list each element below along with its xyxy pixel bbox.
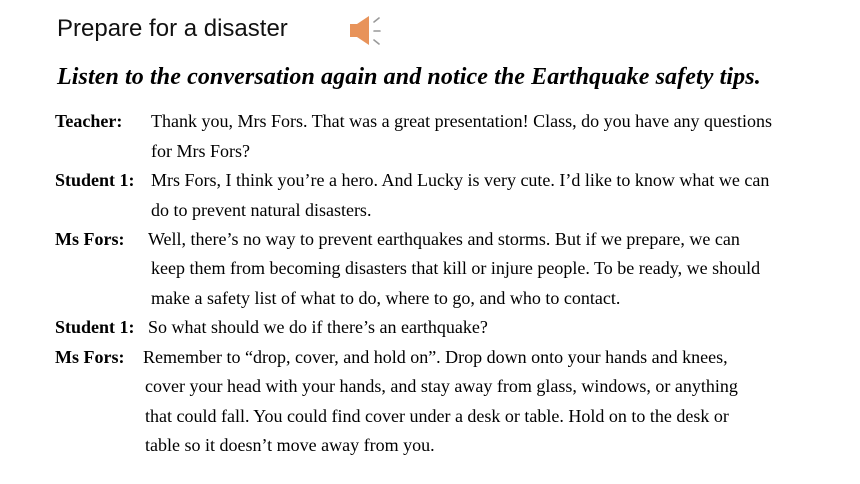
- speaker-label-ms-fors: Ms Fors:: [55, 229, 125, 249]
- dialogue-line: do to prevent natural disasters.: [151, 200, 372, 220]
- instruction-heading: Listen to the conversation again and notice the Earthquake safety tips.: [57, 64, 761, 90]
- dialogue-line: table so it doesn’t move away from you.: [145, 435, 435, 455]
- dialogue-line: for Mrs Fors?: [151, 141, 250, 161]
- speaker-icon[interactable]: [348, 14, 384, 48]
- speaker-label-student-1: Student 1:: [55, 170, 135, 190]
- dialogue-line: cover your head with your hands, and stay away from glass, windows, or anything: [145, 376, 738, 396]
- dialogue-line: Remember to “drop, cover, and hold on”. Drop down onto your hands and knees,: [143, 347, 728, 367]
- speaker-label-student-1: Student 1:: [55, 317, 135, 337]
- dialogue-line: make a safety list of what to do, where to go, and who to contact.: [151, 288, 621, 308]
- dialogue-line: that could fall. You could find cover under a desk or table. Hold on to the desk or: [145, 406, 729, 426]
- dialogue-line: Well, there’s no way to prevent earthquakes and storms. But if we prepare, we can: [148, 229, 740, 249]
- dialogue-line: So what should we do if there’s an earthquake?: [148, 317, 488, 337]
- speaker-label-teacher: Teacher:: [55, 111, 123, 131]
- speaker-label-ms-fors: Ms Fors:: [55, 347, 125, 367]
- dialogue-line: keep them from becoming disasters that kill or injure people. To be ready, we should: [151, 258, 761, 278]
- dialogue-line: Mrs Fors, I think you’re a hero. And Lucky is very cute. I’d like to know what we can: [151, 170, 770, 190]
- page-title: Prepare for a disaster: [57, 15, 288, 42]
- dialogue-line: Thank you, Mrs Fors. That was a great presentation! Class, do you have any questions: [151, 111, 773, 131]
